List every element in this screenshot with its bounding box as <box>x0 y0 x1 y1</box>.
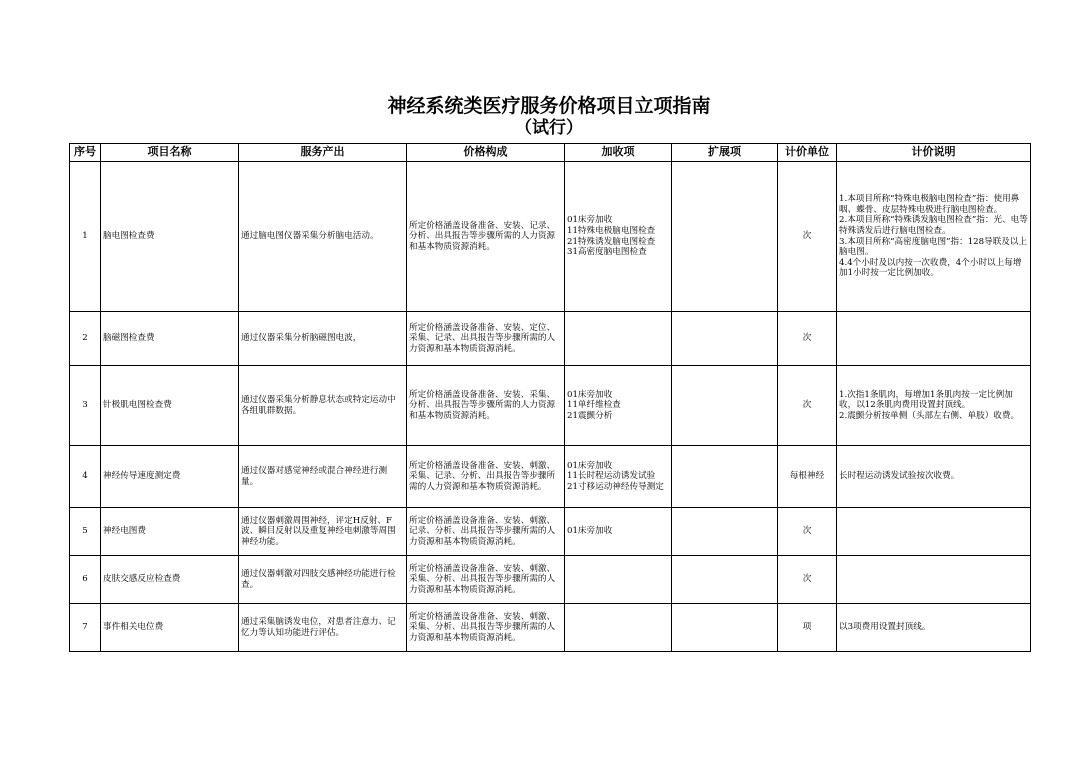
cell-no: 4 <box>70 446 101 508</box>
cell-unit: 每根神经 <box>778 446 837 508</box>
cell-price: 所定价格涵盖设备准备、安装、刺激、采集、记录、分析、出具报告等步骤所需的人力资源和基本物质资源消耗。 <box>407 446 565 508</box>
cell-unit: 项 <box>778 604 837 652</box>
cell-extension <box>672 312 778 366</box>
cell-surcharge <box>565 312 672 366</box>
table-header-row <box>70 144 1031 162</box>
cell-no: 7 <box>70 604 101 652</box>
cell-price: 所定价格涵盖设备准备、安装、定位、采集、记录、出具报告等步骤所需的人力资源和基本物质资源消耗。 <box>407 312 565 366</box>
cell-note <box>837 312 1031 366</box>
cell-surcharge: 01床旁加收 11特殊电极脑电图检查 21特殊诱发脑电图检查 31高密度脑电图检查 <box>565 162 672 312</box>
cell-name: 脑磁图检查费 <box>101 312 239 366</box>
cell-note: 长时程运动诱发试验按次收费。 <box>837 446 1031 508</box>
cell-price: 所定价格涵盖设备准备、安装、刺激、记录、分析、出具报告等步骤所需的人力资源和基本物质资源消耗。 <box>407 508 565 556</box>
table-row <box>70 366 1031 446</box>
header-unit: 计价单位 <box>778 144 837 162</box>
cell-unit: 次 <box>778 556 837 604</box>
cell-surcharge: 01床旁加收 11长时程运动诱发试验 21寸移运动神经传导测定 <box>565 446 672 508</box>
cell-price: 所定价格涵盖设备准备、安装、采集、分析、出具报告等步骤所需的人力资源和基本物质资源消耗。 <box>407 366 565 446</box>
header-output: 服务产出 <box>239 144 407 162</box>
cell-note: 1.本项目所称“特殊电极脑电图检查”指：使用鼻咽、蝶骨、皮层特殊电极进行脑电图检查。 2.本项目所称“特殊诱发脑电图检查”指：光、电等特殊诱发后进行脑电图检查。 3.本项目所称“高密度脑电图”指：128导联及以上脑电图。 4.4个小时及以内按一次收费，4个小时以上每增加1小时按一定比例加收。 <box>837 162 1031 312</box>
cell-name: 皮肤交感反应检查费 <box>101 556 239 604</box>
cell-no: 6 <box>70 556 101 604</box>
cell-no: 5 <box>70 508 101 556</box>
document-title: 神经系统类医疗服务价格项目立项指南 <box>387 95 711 117</box>
cell-surcharge: 01床旁加收 <box>565 508 672 556</box>
cell-extension <box>672 556 778 604</box>
cell-note <box>837 508 1031 556</box>
cell-surcharge: 01床旁加收 11单纤维检查 21震颤分析 <box>565 366 672 446</box>
cell-name: 神经电图费 <box>101 508 239 556</box>
header-name: 项目名称 <box>101 144 239 162</box>
cell-extension <box>672 446 778 508</box>
cell-extension <box>672 604 778 652</box>
header-note: 计价说明 <box>837 144 1031 162</box>
cell-surcharge <box>565 556 672 604</box>
cell-price: 所定价格涵盖设备准备、安装、记录、分析、出具报告等步骤所需的人力资源和基本物质资源消耗。 <box>407 162 565 312</box>
table-row <box>70 312 1031 366</box>
cell-unit: 次 <box>778 312 837 366</box>
cell-name: 事件相关电位费 <box>101 604 239 652</box>
table-row <box>70 604 1031 652</box>
cell-no: 3 <box>70 366 101 446</box>
cell-extension <box>672 162 778 312</box>
cell-note <box>837 556 1031 604</box>
cell-price: 所定价格涵盖设备准备、安装、刺激、采集、分析、出具报告等步骤所需的人力资源和基本物质资源消耗。 <box>407 604 565 652</box>
cell-unit: 次 <box>778 162 837 312</box>
cell-extension <box>672 508 778 556</box>
cell-note: 以3项费用设置封顶线。 <box>837 604 1031 652</box>
cell-output: 通过仪器刺激周围神经，评定H反射、F波、瞬目反射以及重复神经电刺激等周围神经功能。 <box>239 508 407 556</box>
table-row <box>70 556 1031 604</box>
cell-unit: 次 <box>778 366 837 446</box>
cell-name: 针极肌电图检查费 <box>101 366 239 446</box>
cell-output: 通过仪器对感觉神经或混合神经进行测量。 <box>239 446 407 508</box>
price-items-table <box>69 143 1031 652</box>
cell-output: 通过仪器刺激对四肢交感神经功能进行检查。 <box>239 556 407 604</box>
cell-name: 脑电图检查费 <box>101 162 239 312</box>
cell-name: 神经传导速度测定费 <box>101 446 239 508</box>
cell-note: 1.次指1条肌肉，每增加1条肌肉按一定比例加收，以12条肌肉费用设置封顶线。 2.震颤分析按单侧（头部左右侧、单肢）收费。 <box>837 366 1031 446</box>
header-surcharge: 加收项 <box>565 144 672 162</box>
cell-output: 通过采集脑诱发电位，对患者注意力、记忆力等认知功能进行评估。 <box>239 604 407 652</box>
header-price: 价格构成 <box>407 144 565 162</box>
document-subtitle: （试行） <box>515 118 583 138</box>
header-no: 序号 <box>70 144 101 162</box>
cell-output: 通过脑电图仪器采集分析脑电活动。 <box>239 162 407 312</box>
cell-unit: 次 <box>778 508 837 556</box>
table-row <box>70 508 1031 556</box>
cell-output: 通过仪器采集分析静息状态或特定运动中各组肌群数据。 <box>239 366 407 446</box>
table-row <box>70 446 1031 508</box>
cell-surcharge <box>565 604 672 652</box>
cell-no: 1 <box>70 162 101 312</box>
header-extension: 扩展项 <box>672 144 778 162</box>
table-row <box>70 162 1031 312</box>
cell-extension <box>672 366 778 446</box>
cell-no: 2 <box>70 312 101 366</box>
cell-price: 所定价格涵盖设备准备、安装、刺激、采集、分析、出具报告等步骤所需的人力资源和基本物质资源消耗。 <box>407 556 565 604</box>
cell-output: 通过仪器采集分析脑磁图电波， <box>239 312 407 366</box>
